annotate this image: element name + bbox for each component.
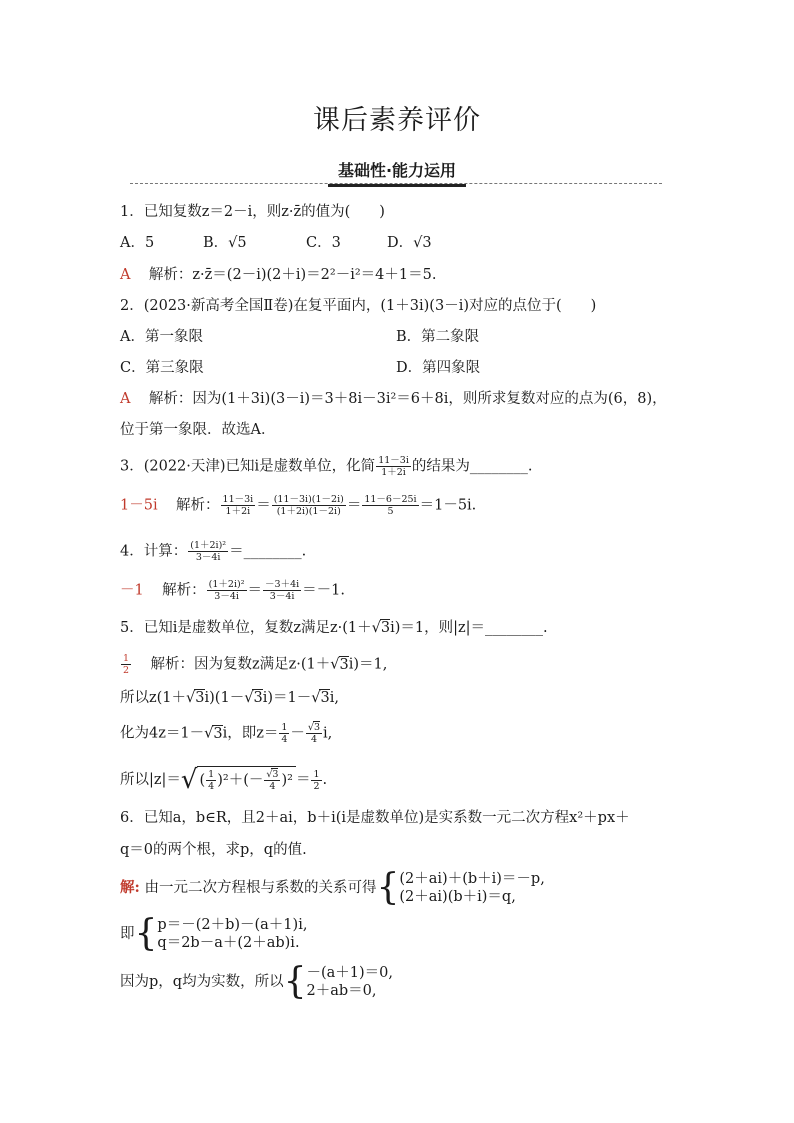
- q5-sqrt: 3: [380, 620, 391, 636]
- q4-stem: [120, 540, 306, 563]
- q4-answer: －1: [120, 582, 144, 599]
- q4-stem-blank: ＝________.: [229, 543, 307, 560]
- section-divider: [130, 183, 662, 184]
- q6-solution-line1: [120, 868, 545, 908]
- q6-stem-line1: 6．已知a，b∈R，且2＋ai，b＋i(i是虚数单位)是实系数一元二次方程x²＋px＋: [120, 810, 630, 826]
- q5-solution-line2: 所以z(1＋√3i)(1－√3i)＝1－√3i,: [120, 690, 339, 706]
- page-title: 课后素养评价: [313, 105, 481, 136]
- q4-fraction-2: $\frac{-3+4i}{3-4i}$: [265, 579, 300, 602]
- q1-answer: A: [120, 267, 131, 283]
- q4-result: ＝－1.: [302, 582, 346, 599]
- q1-analysis: 解析：z·z̄＝(2－i)(2＋i)＝2²－i²＝4＋1＝5.: [148, 267, 437, 283]
- q6-system1-brace: {: [376, 867, 400, 908]
- q3-fraction-3: $\frac{11-6-25i}{5}$: [364, 494, 417, 517]
- q5-stem-blank: i)＝1，则|z|＝________.: [390, 620, 548, 636]
- q6-system2: p＝－(2＋b)－(a＋1)i, q＝2b－a＋(2＋ab)i.: [157, 917, 308, 951]
- q2-answer: A: [120, 391, 131, 407]
- q2-stem: 2．(2023·新高考全国Ⅱ卷)在复平面内，(1＋3i)(3－i)对应的点位于( ): [120, 298, 597, 314]
- q4-solution: －1 解析： $\frac{\text{(1＋2i)²}}{3-4i}$ ＝ $\frac{-3+4i}{3-4i}$ ＝－1.: [120, 579, 346, 602]
- q6-stem-line2: q＝0的两个根，求p，q的值.: [120, 842, 307, 858]
- q6-system3-brace: {: [283, 961, 307, 1002]
- q6-system2-brace: {: [134, 913, 158, 954]
- q1-option-b: B．√5: [203, 235, 247, 251]
- q4-stem-fraction: $\frac{\text{(1＋2i)²}}{3-4i}$: [190, 540, 227, 563]
- q5-analysis-text: 解析：因为复数z满足z·(1＋: [150, 656, 331, 673]
- q5-answer: $\frac{1}{2}$: [123, 653, 130, 676]
- q3-result: ＝1－5i.: [419, 497, 477, 514]
- q3-stem-fraction: $\frac{11-3i}{1+2i}$: [378, 455, 409, 478]
- q2-option-d: D．第四象限: [396, 360, 481, 376]
- q1-stem: 1．已知复数z＝2－i，则z·z̄的值为( ): [120, 204, 385, 220]
- q4-stem-text: 4．计算：: [120, 543, 188, 560]
- q3-stem-blank: 的结果为________.: [411, 458, 533, 475]
- q3-fraction-2: $\frac{(11-3i)(1-2i)}{(1+2i)(1-2i)}$: [273, 494, 344, 517]
- q6-solution-line3: 因为p，q均为实数，所以{ －(a＋1)＝0, 2＋ab＝0,: [120, 961, 394, 1002]
- q6-solution-line2: 即{ p＝－(2＋b)－(a＋1)i, q＝2b－a＋(2＋ab)i.: [120, 913, 308, 954]
- q1-solution: [120, 265, 436, 285]
- q1-option-d: D．√3: [387, 235, 432, 251]
- q3-stem-text: 3．(2022·天津)已知i是虚数单位，化简: [120, 458, 376, 475]
- q2-solution: [120, 389, 667, 409]
- q5-solution-line3: 化为4z＝1－√3i，即z＝ $\frac{1}{4}$ － $\frac{√3}{4}$ i,: [120, 722, 333, 745]
- q1-option-a: A．5: [120, 235, 155, 251]
- q2-analysis-line1: 解析：因为(1＋3i)(3－i)＝3＋8i－3i²＝6＋8i，则所求复数对应的点为(6，8)，: [148, 391, 667, 407]
- q3-fraction-1: $\frac{11-3i}{1+2i}$: [222, 494, 254, 517]
- q6-solution-text: 由一元二次方程根与系数的关系可得: [144, 880, 377, 896]
- q4-analysis-label: 解析：: [162, 582, 206, 599]
- q5-solution-line4: 所以|z|＝√ ( $\frac{1}{4}$ )²＋(－ $\frac{√3}{4}$ )² ＝ $\frac{1}{2}$ .: [120, 765, 328, 795]
- q5-solution-line1: $\frac{1}{2}$ 解析：因为复数z满足z·(1＋√3i)＝1,: [123, 653, 388, 676]
- q1-option-c: C．3: [306, 235, 341, 251]
- q2-option-b: B．第二象限: [396, 329, 480, 345]
- q2-option-a: A．第一象限: [120, 329, 203, 345]
- q6-solution-label: 解:: [120, 879, 140, 896]
- q6-system3: －(a＋1)＝0, 2＋ab＝0,: [306, 965, 394, 999]
- q6-system1: (2＋ai)＋(b＋i)＝－p, (2＋ai)(b＋i)＝q,: [399, 871, 545, 905]
- section-title: 基础性·能力运用: [328, 158, 466, 187]
- q4-fraction-1: $\frac{\text{(1＋2i)²}}{3-4i}$: [208, 579, 245, 602]
- q2-option-c: C．第三象限: [120, 360, 204, 376]
- q2-analysis-line2: 位于第一象限．故选A．: [120, 422, 276, 438]
- q3-solution: 1－5i 解析： $\frac{11-3i}{1+2i}$ ＝ $\frac{(11-3i)(1-2i)}{(1+2i)(1-2i)}$ ＝ $\frac{11-6-25i}{5}$ ＝1－5i.: [120, 494, 477, 517]
- q5-stem-text: 5．已知i是虚数单位，复数z满足z·(1＋: [120, 620, 372, 636]
- q3-answer: 1－5i: [120, 497, 158, 514]
- q3-stem: [120, 455, 532, 478]
- q3-analysis-label: 解析：: [176, 497, 220, 514]
- q5-stem: 5．已知i是虚数单位，复数z满足z·(1＋√3i)＝1，则|z|＝________.: [120, 620, 548, 636]
